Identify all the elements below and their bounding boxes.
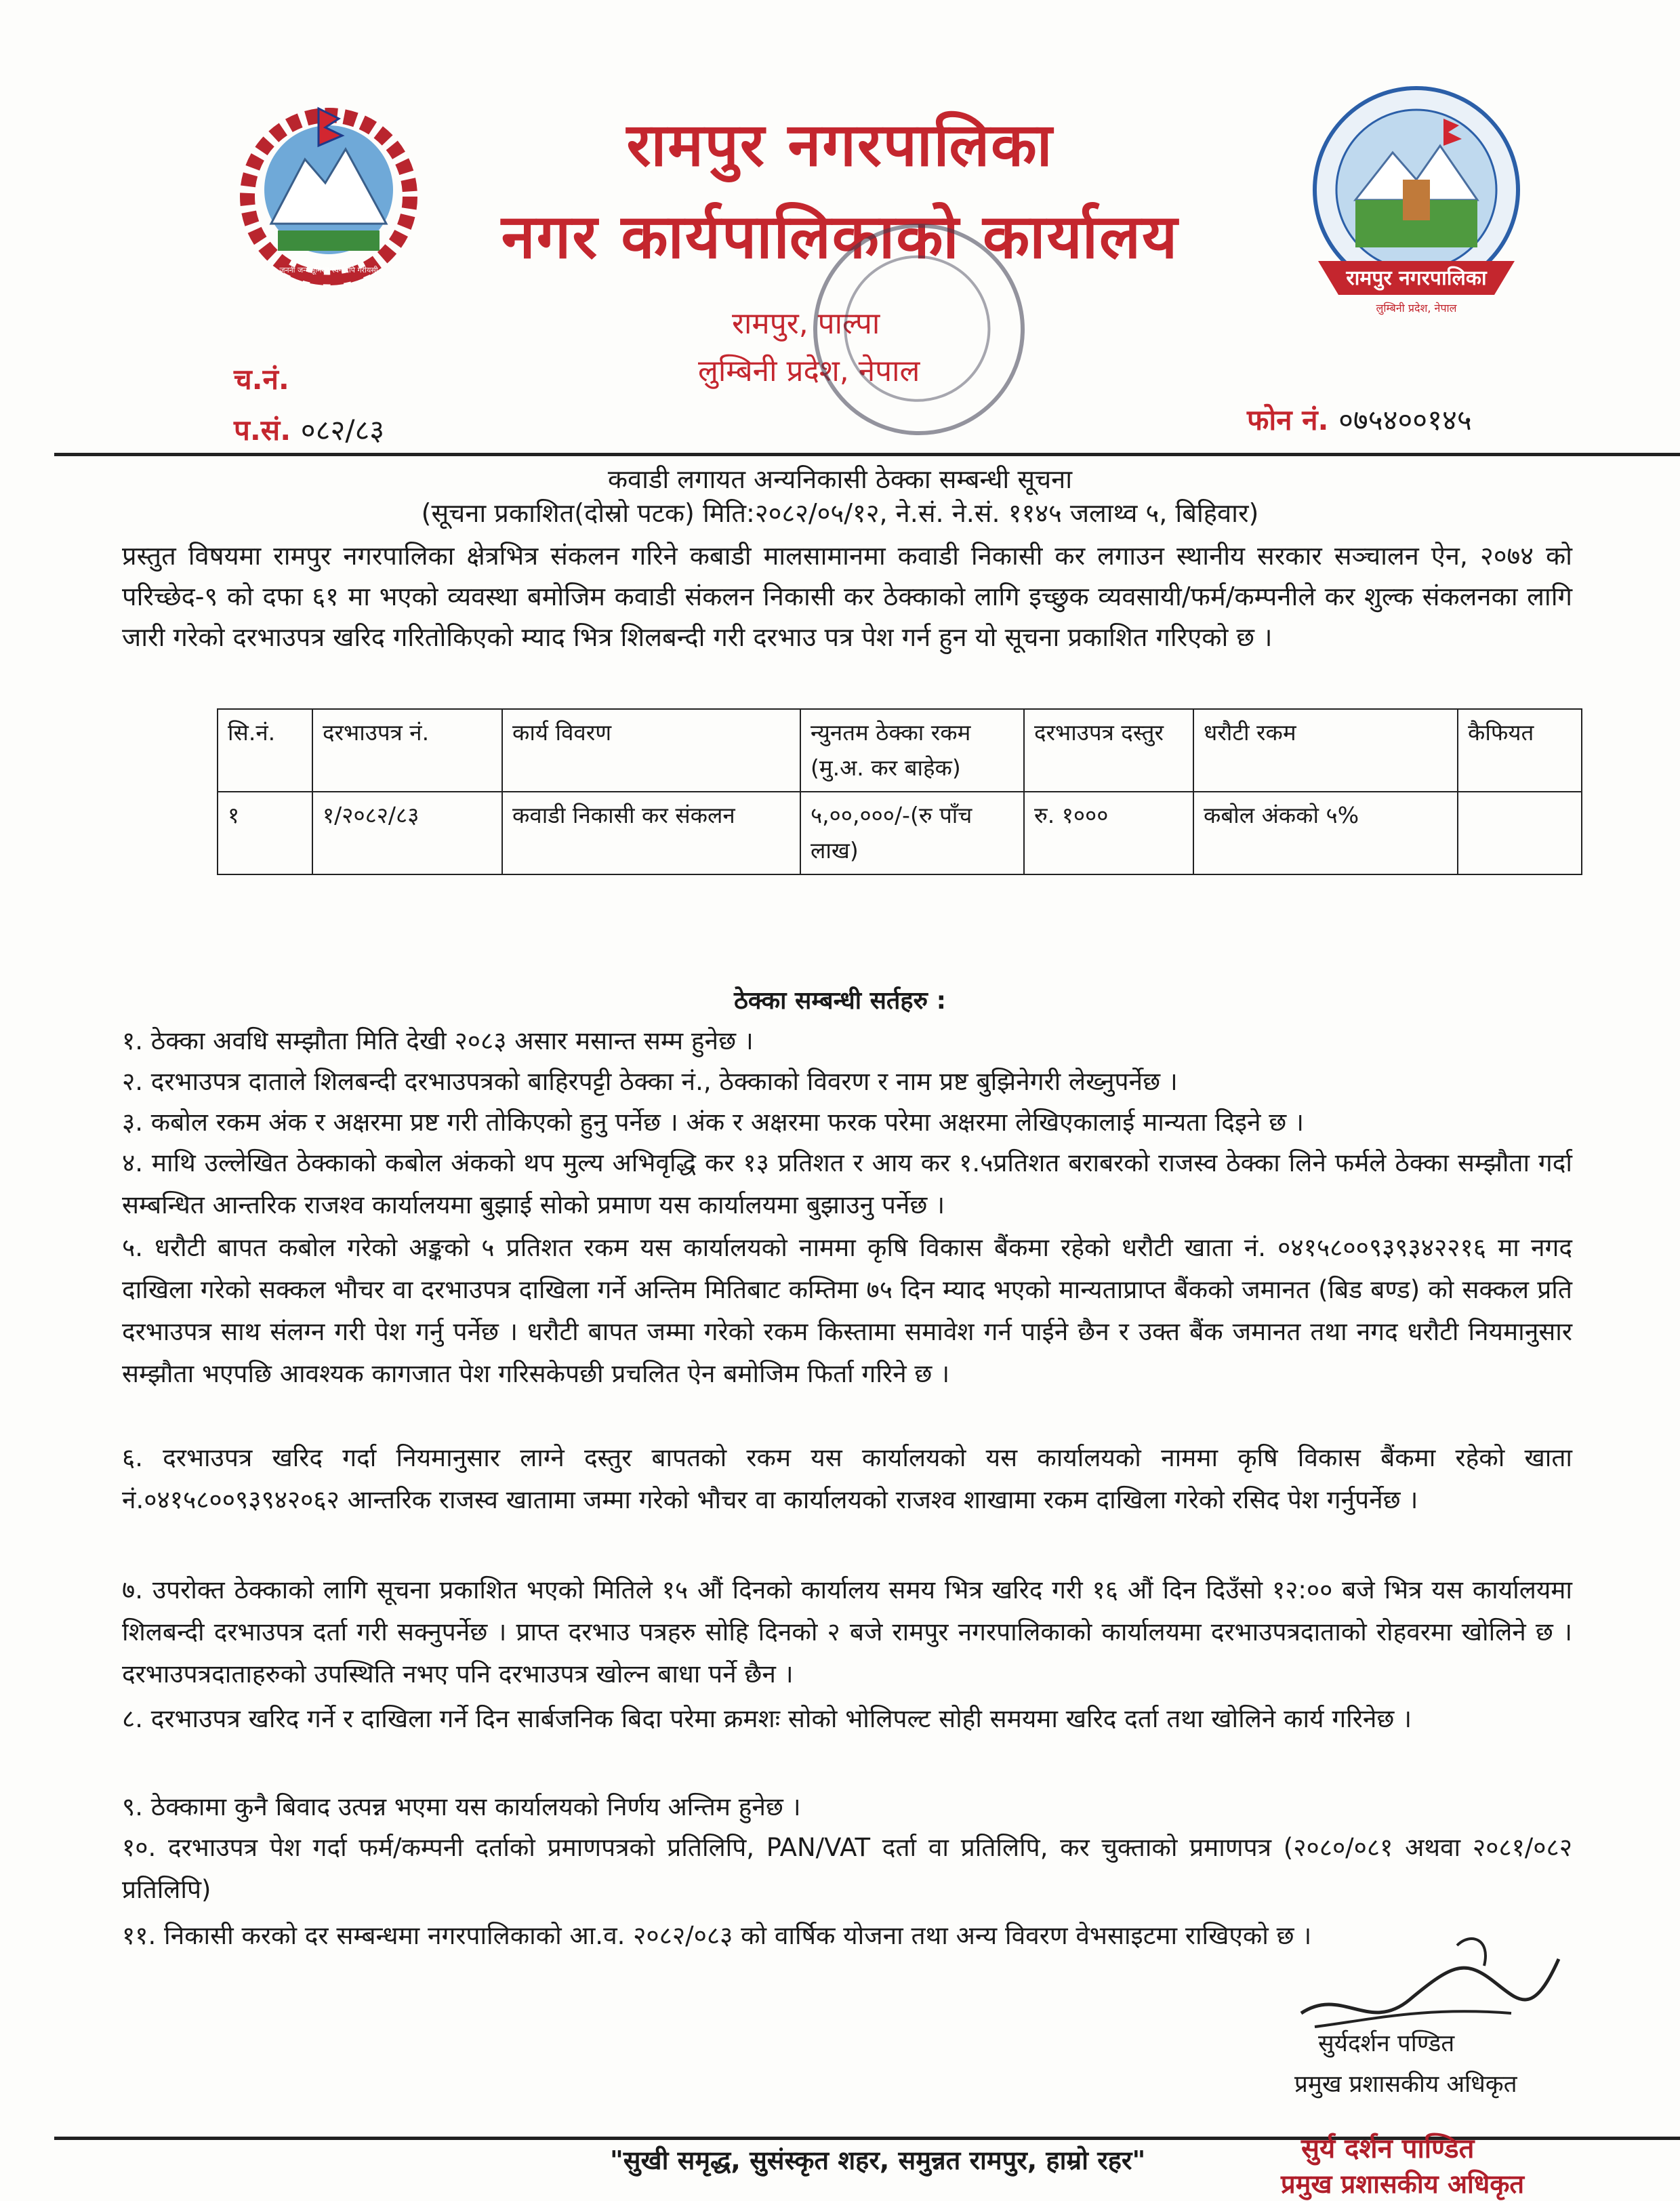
pa-sa-label: प.सं. xyxy=(234,413,291,447)
table-header-cell: दरभाउपत्र दस्तुर xyxy=(1024,709,1193,792)
table-header-cell: धरौटी रकम xyxy=(1193,709,1458,792)
table-cell: कबोल अंकको ५% xyxy=(1193,792,1458,874)
table-cell: ५,००,०००/-(रु पाँच लाख) xyxy=(800,792,1024,874)
phone-label: फोन नं. xyxy=(1247,403,1329,437)
phone-value: ०७५४००१४५ xyxy=(1338,403,1472,437)
office-title-line1: रामपुर नगरपालिका xyxy=(626,110,1054,180)
pa-sa xyxy=(234,410,384,449)
condition-item: ९. ठेक्कामा कुनै बिवाद उत्पन्न भएमा यस कार्यालयको निर्णय अन्तिम हुनेछ । xyxy=(122,1792,801,1821)
cha-no-label: च.नं. xyxy=(234,363,289,396)
phone xyxy=(1247,400,1472,439)
signatory-designation: प्रमुख प्रशासकीय अधिकृत xyxy=(1294,2071,1517,2098)
condition-item: २. दरभाउपत्र दाताले शिलबन्दी दरभाउपत्रको बाहिरपट्टी ठेक्का नं., ठेक्काको विवरण र नाम प्रष्ट बुझिनेगरी लेख्नुपर्नेछ । xyxy=(122,1067,1178,1096)
cha-no xyxy=(234,359,289,398)
header-divider xyxy=(54,453,1680,456)
right-emblem-caption: रामपुर नगरपालिका xyxy=(1346,266,1487,290)
table-header-row xyxy=(218,709,1582,792)
table-row xyxy=(218,792,1582,874)
notice-subtitle: (सूचना प्रकाशित(दोस्रो पटक) मिति:२०८२/०५/१२, ने.सं. ने.सं. ११४५ जलाथ्व ५, बिहिवार) xyxy=(421,498,1259,528)
table-cell: रु. १००० xyxy=(1024,792,1193,874)
right-emblem-subcaption: लुम्बिनी प्रदेश, नेपाल xyxy=(1376,302,1457,315)
table-header-cell: कैफियत xyxy=(1458,709,1582,792)
condition-item: ४. माथि उल्लेखित ठेक्काको कबोल अंकको थप मुल्य अभिवृद्धि कर १३ प्रतिशत र आय कर १.५प्रतिशत बराबरको राजस्व ठेक्का लिने फर्मले ठेक्का सम्झौता गर्दा सम्बन्धित आन्तरिक राजश्व कार्यालयमा बुझाई सोको प्रमाण यस कार्यालयमा बुझाउनु पर्नेछ । xyxy=(122,1148,1572,1219)
table-header-cell: कार्य विवरण xyxy=(502,709,800,792)
table-cell: १ xyxy=(218,792,312,874)
table-cell: १/२०८२/८३ xyxy=(312,792,502,874)
condition-item: ३. कबोल रकम अंक र अक्षरमा प्रष्ट गरी तोकिएको हुनु पर्नेछ । अंक र अक्षरमा फरक परेमा अक्षरमा लेखिएकालाई मान्यता दिइने छ । xyxy=(122,1108,1305,1137)
left-emblem-caption: जननी जन्मभूमिश्च स्वर्गादपि गरीयसी xyxy=(279,266,378,275)
condition-item: ५. धरौटी बापत कबोल गरेको अङ्कको ५ प्रतिशत रकम यस कार्यालयको नाममा कृषि विकास बैंकमा रहेको धरौटी खाता नं. ०४१५८००९३९३४२२१६ मा नगद दाखिला गरेको सक्कल भौचर वा दरभाउपत्र दाखिला गर्ने अन्तिम मितिबाट कम्तिमा ७५ दिन म्याद भएको मान्यताप्राप्त बैंकको जमानत (बिड बण्ड) को सक्कल प्रति दरभाउपत्र साथ संलग्न गरी पेश गर्नु पर्नेछ । धरौटी बापत जम्मा गरेको रकम किस्तामा समावेश गर्न पाईने छैन र उक्त बैंक जमानत तथा नगद धरौटी नियमानुसार सम्झौता भएपछि आवश्यक कागजात पेश गरिसकेपछी प्रचलित ऐन बमोजिम फिर्ता गरिने छ । xyxy=(122,1233,1572,1388)
conditions-heading: ठेक्का सम्बन्धी सर्तहरु : xyxy=(733,987,947,1015)
table-header-cell: सि.नं. xyxy=(218,709,312,792)
notice-title: कवाडी लगायत अन्यनिकासी ठेक्का सम्बन्धी सूचना xyxy=(607,464,1073,494)
table-cell: कवाडी निकासी कर संकलन xyxy=(502,792,800,874)
table-header-cell: न्युनतम ठेक्का रकम (मु.अ. कर बाहेक) xyxy=(800,709,1024,792)
table-cell xyxy=(1458,792,1582,874)
condition-item: १. ठेक्का अवधि सम्झौता मिति देखी २०८३ असार मसान्त सम्म हुनेछ । xyxy=(122,1026,754,1055)
notice-intro: प्रस्तुत विषयमा रामपुर नगरपालिका क्षेत्रभित्र संकलन गरिने कबाडी मालसामानमा कवाडी निकासी कर लगाउन स्थानीय सरकार सञ्चालन ऐन, २०७४ को परिच्छेद-९ को दफा ६१ मा भएको व्यवस्था बमोजिम कवाडी संकलन निकासी कर ठेक्काको लागि इच्छुक व्यवसायी/फर्म/कम्पनीले कर शुल्क संकलनका लागि जारी गरेको दरभाउपत्र खरिद गरितोकिएको म्याद भित्र शिलबन्दी गरी दरभाउ पत्र पेश गर्न हुन यो सूचना प्रकाशित गरिएको छ । xyxy=(122,541,1572,652)
condition-item: ८. दरभाउपत्र खरिद गर्ने र दाखिला गर्ने दिन सार्बजनिक बिदा परेमा क्रमशः सोको भोलिपल्ट सोही समयमा खरिद दर्ता तथा खोलिने कार्य गरिनेछ । xyxy=(122,1704,1412,1733)
footer-slogan: "सुखी समृद्ध, सुसंस्कृत शहर, समुन्नत रामपुर, हाम्रो रहर" xyxy=(610,2145,1146,2175)
stamp-name: सुर्य दर्शन पाण्डित xyxy=(1301,2133,1475,2164)
condition-item: ११. निकासी करको दर सम्बन्धमा नगरपालिकाको आ.व. २०८२/०८३ को वार्षिक योजना तथा अन्य विवरण वेभसाइटमा राखिएको छ । xyxy=(122,1921,1312,1950)
office-address-line1: रामपुर, पाल्पा xyxy=(732,306,880,341)
signatory-name: सुर्यदर्शन पण्डित xyxy=(1318,2030,1455,2057)
signature-icon xyxy=(1288,1918,1572,2040)
pa-sa-value: ०८२/८३ xyxy=(300,413,385,447)
condition-item: ७. उपरोक्त ठेक्काको लागि सूचना प्रकाशित भएको मितिले १५ औं दिनको कार्यालय समय भित्र खरिद गरी १६ औं दिन दिउँसो १२:०० बजे भित्र यस कार्यालयमा शिलबन्दी दरभाउपत्र दर्ता गरी सक्नुपर्नेछ । प्राप्त दरभाउ पत्रहरु सोहि दिनको २ बजे रामपुर नगरपालिकाको कार्यालयमा दरभाउपत्रदाताको रोहवरमा खोलिने छ । दरभाउपत्रदाताहरुको उपस्थिति नभए पनि दरभाउपत्र खोल्न बाधा पर्ने छैन । xyxy=(122,1575,1572,1689)
office-title-line2: नगर कार्यपालिकाको कार्यालय xyxy=(501,201,1179,272)
table-header-cell: दरभाउपत्र नं. xyxy=(312,709,502,792)
stamp-designation: प्रमुख प्रशासकीय अधिकृत xyxy=(1281,2169,1525,2199)
office-address-line2: लुम्बिनी प्रदेश, नेपाल xyxy=(698,354,920,388)
condition-item: १०. दरभाउपत्र पेश गर्दा फर्म/कम्पनी दर्ताको प्रमाणपत्रको प्रतिलिपि, PAN/VAT दर्ता वा प्रतिलिपि, कर चुक्ताको प्रमाणपत्र (२०८०/०८१ अथवा २०८१/०८२ प्रतिलिपि) xyxy=(122,1833,1572,1904)
condition-item: ६. दरभाउपत्र खरिद गर्दा नियमानुसार लाग्ने दस्तुर बापतको रकम यस कार्यालयको यस कार्यालयको नाममा कृषि विकास बैंकमा रहेको खाता नं.०४१५८००९३९४२०६२ आन्तरिक राजस्व खातामा जम्मा गरेको भौचर वा कार्यालयको राजश्व शाखामा रकम दाखिला गरेको रसिद पेश गर्नुपर्नेछ । xyxy=(122,1443,1572,1514)
tender-table xyxy=(217,708,1582,875)
